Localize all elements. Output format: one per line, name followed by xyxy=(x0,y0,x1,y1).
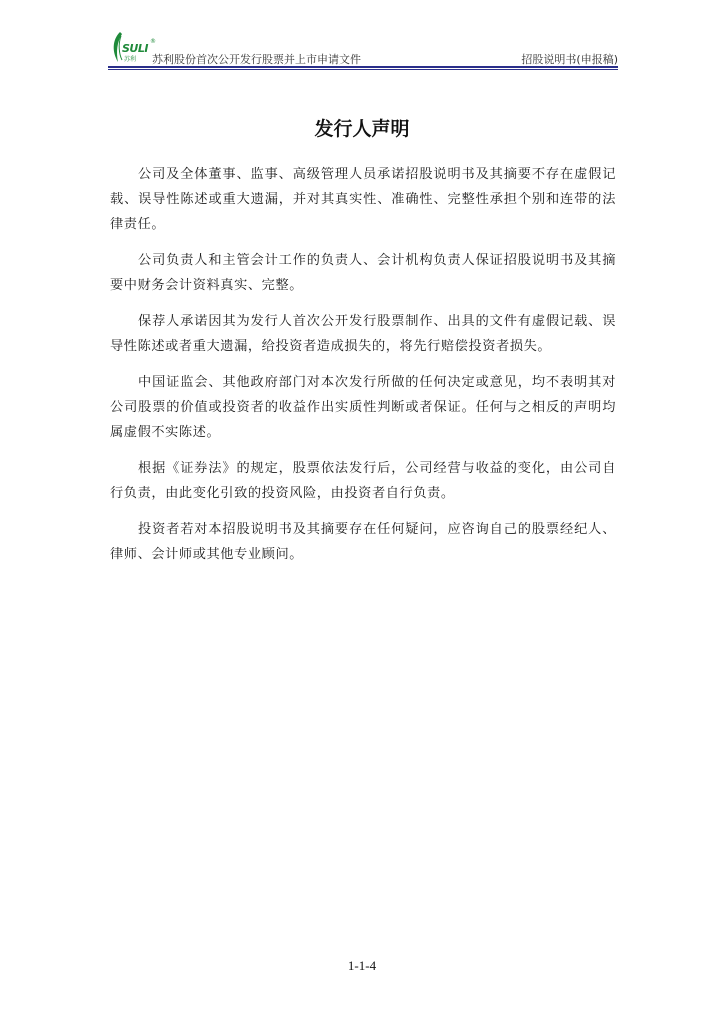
page-header xyxy=(108,30,618,68)
logo-chinese-name: 苏利 xyxy=(124,56,137,63)
paragraph-3: 保荐人承诺因其为发行人首次公开发行股票制作、出具的文件有虚假记载、误导性陈述或者重大遗漏，给投资者造成损失的，将先行赔偿投资者损失。 xyxy=(110,314,616,354)
paragraph-5: 根据《证券法》的规定，股票依法发行后，公司经营与收益的变化，由公司自行负责，由此变化引致的投资风险，由投资者自行负责。 xyxy=(110,461,616,501)
paragraph-6: 投资者若对本招股说明书及其摘要存在任何疑问，应咨询自己的股票经纪人、律师、会计师或其他专业顾问。 xyxy=(110,522,616,562)
page-number: 1-1-4 xyxy=(347,958,377,973)
paragraph-2: 公司负责人和主管会计工作的负责人、会计机构负责人保证招股说明书及其摘要中财务会计资料真实、完整。 xyxy=(110,253,616,293)
document-title-header: 苏利股份首次公开发行股票并上市申请文件 xyxy=(152,53,361,66)
page-title: 发行人声明 xyxy=(314,118,410,140)
company-logo xyxy=(108,30,156,64)
paragraph-4: 中国证监会、其他政府部门对本次发行所做的任何决定或意见，均不表明其对公司股票的价值或投资者的收益作出实质性判断或者保证。任何与之相反的声明均属虚假不实陈述。 xyxy=(110,375,616,440)
declaration-body xyxy=(110,162,616,578)
paragraph-1: 公司及全体董事、监事、高级管理人员承诺招股说明书及其摘要不存在虚假记载、误导性陈述或重大遗漏，并对其真实性、准确性、完整性承担个别和连带的法律责任。 xyxy=(110,167,616,232)
document-type-header: 招股说明书(申报稿) xyxy=(521,53,618,66)
header-rule-thick xyxy=(108,66,618,68)
header-rule-thin xyxy=(108,69,618,70)
logo-wordmark: SULI xyxy=(122,42,148,55)
registered-mark: ® xyxy=(150,38,156,45)
